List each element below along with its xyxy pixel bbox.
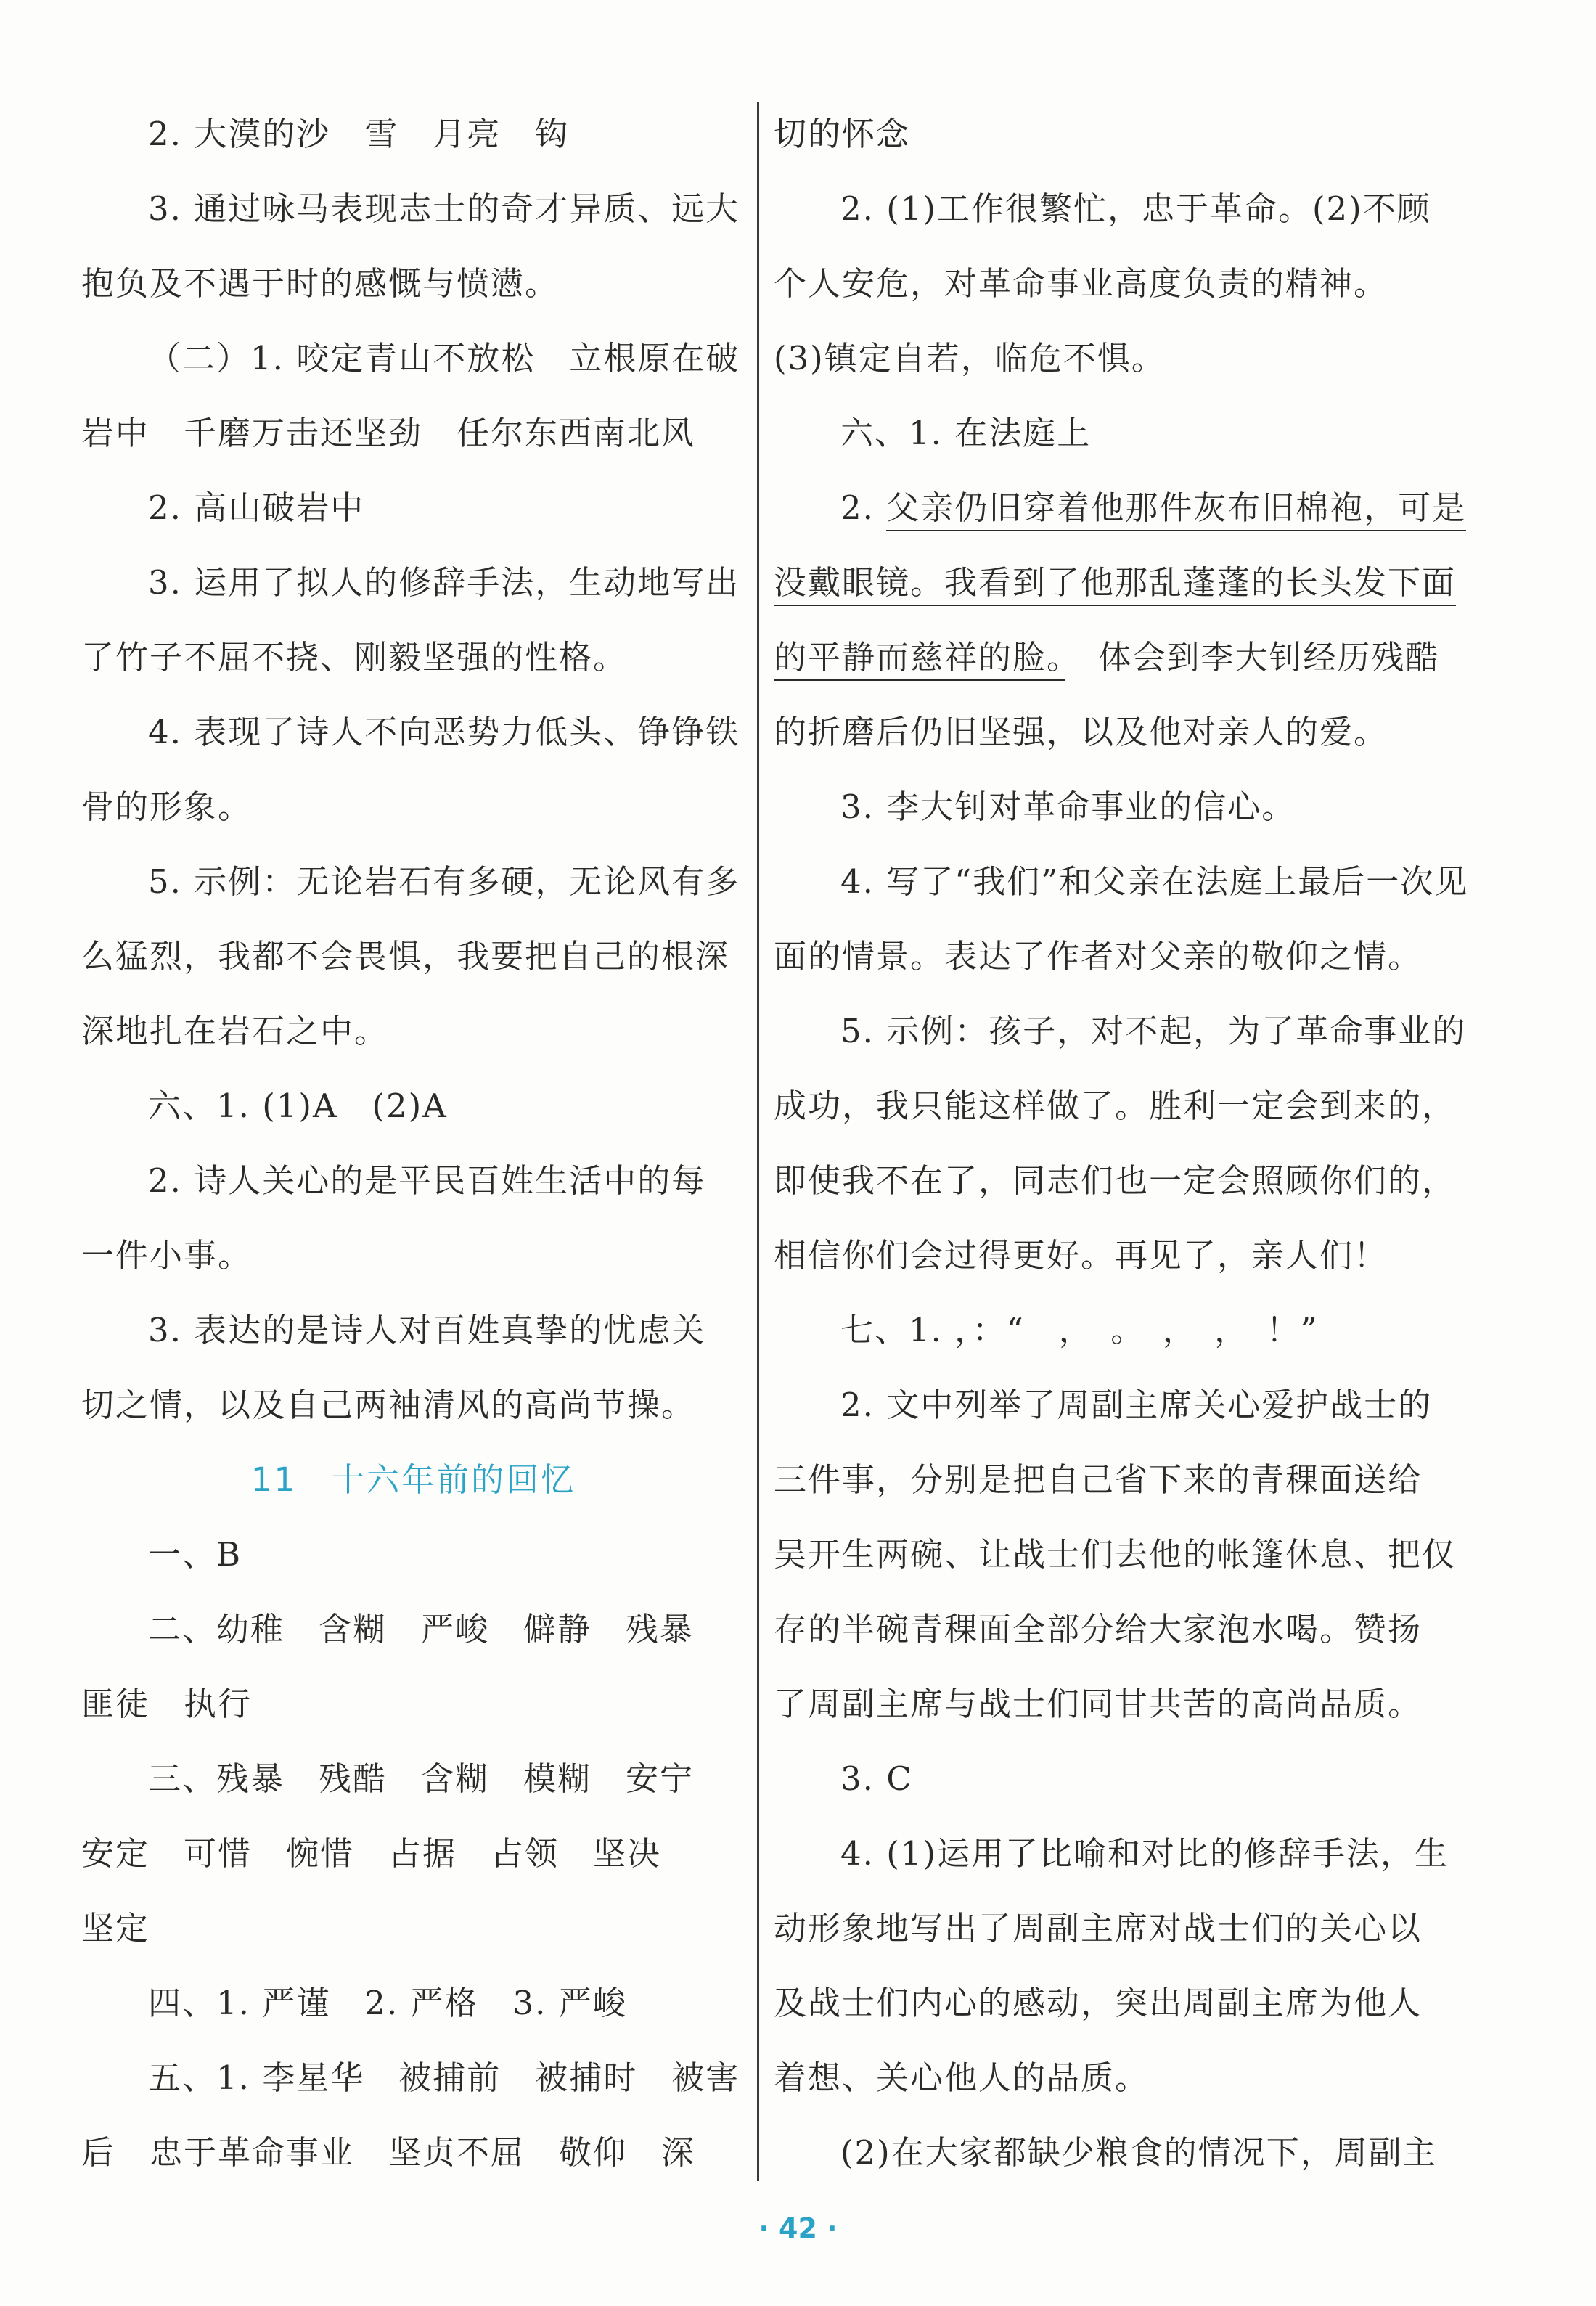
answer-line: 成功，我只能这样做了。胜利一定会到来的，: [774, 1087, 1457, 1125]
answer-line: (3)镇定自若，临危不惧。: [774, 339, 1166, 377]
answer-line: 4. 写了“我们”和父亲在法庭上最后一次见: [840, 862, 1469, 901]
left-column: [81, 109, 745, 2202]
answer-line: 骨的形象。: [81, 788, 253, 826]
answer-line: 3. 李大钊对革命事业的信心。: [840, 788, 1296, 826]
answer-line: 3. C: [840, 1759, 913, 1798]
answer-line: 岩中 千磨万击还坚劲 任尔东西南北风: [81, 414, 696, 452]
answer-line: 一、B: [148, 1535, 242, 1574]
underlined-quote: 父亲仍旧穿着他那件灰布旧棉袍，可是: [886, 488, 1466, 531]
answer-line: [774, 483, 1467, 557]
answer-line: 六、1. (1)A (2)A: [148, 1087, 448, 1125]
answer-line: 3. 表达的是诗人对百姓真挚的忧虑关: [148, 1311, 706, 1349]
answer-text: 体会到李大钊经历残酷: [1064, 638, 1440, 676]
answer-number: 2.: [840, 488, 887, 527]
answer-line: 面的情景。表达了作者对父亲的敬仰之情。: [774, 937, 1423, 976]
answer-line: (2)在大家都缺少粮食的情况下，周副主: [840, 2133, 1437, 2172]
answer-line: 后 忠于革命事业 坚贞不屈 敬仰 深: [81, 2133, 696, 2172]
answer-line: 七、1. ，：“ ， 。 ， ， ！”: [840, 1311, 1319, 1349]
answer-line: 3. 通过咏马表现志士的奇才异质、远大: [148, 189, 740, 228]
answer-line: 的折磨后仍旧坚强，以及他对亲人的爱。: [774, 713, 1388, 751]
answer-line: 动形象地写出了周副主席对战士们的关心以: [774, 1909, 1423, 1947]
answer-line: 5. 示例：孩子，对不起，为了革命事业的: [840, 1012, 1467, 1050]
answer-line: 4. (1)运用了比喻和对比的修辞手法，生: [840, 1834, 1449, 1873]
answer-line: 了竹子不屈不挠、刚毅坚强的性格。: [81, 638, 628, 676]
answer-line: 相信你们会过得更好。再见了，亲人们！: [774, 1236, 1388, 1275]
answer-line: [774, 632, 1441, 707]
underlined-quote: 没戴眼镜。我看到了他那乱蓬蓬的长头发下面: [774, 563, 1456, 606]
answer-line: 切之情，以及自己两袖清风的高尚节操。: [81, 1386, 696, 1424]
right-column: [774, 109, 1469, 2202]
answer-line: 六、1. 在法庭上: [840, 414, 1092, 452]
answer-line: 及战士们内心的感动，突出周副主席为他人: [774, 1984, 1423, 2022]
answer-line: 2. 大漠的沙 雪 月亮 钩: [148, 115, 570, 153]
answer-line: 即使我不在了，同志们也一定会照顾你们的，: [774, 1161, 1457, 1200]
answer-line: 着想、关心他人的品质。: [774, 2058, 1150, 2097]
answer-line: 匪徒 执行: [81, 1685, 253, 1723]
answer-line: 4. 表现了诗人不向恶势力低头、铮铮铁: [148, 713, 740, 751]
answer-line: 么猛烈，我都不会畏惧，我要把自己的根深: [81, 937, 730, 976]
answer-line: 五、1. 李星华 被捕前 被捕时 被害: [148, 2058, 740, 2097]
page-number: · 42 ·: [758, 2212, 838, 2244]
answer-line: 存的半碗青稞面全部分给大家泡水喝。赞扬: [774, 1610, 1423, 1648]
answer-line: （二）1. 咬定青山不放松 立根原在破: [148, 339, 740, 377]
answer-line: 坚定: [81, 1909, 150, 1947]
answer-line: 个人安危，对革命事业高度负责的精神。: [774, 264, 1388, 303]
column-divider: [757, 102, 759, 2181]
lesson-title: 11 十六年前的回忆: [250, 1460, 576, 1499]
underlined-quote: 的平静而慈祥的脸。: [774, 638, 1065, 681]
answer-line: 深地扎在岩石之中。: [81, 1012, 389, 1050]
answer-line: 一件小事。: [81, 1236, 253, 1275]
answer-line: 切的怀念: [774, 115, 911, 153]
answer-line: 了周副主席与战士们同甘共苦的高尚品质。: [774, 1685, 1423, 1723]
answer-line: 3. 运用了拟人的修辞手法，生动地写出: [148, 563, 740, 602]
answer-line: [774, 557, 1457, 632]
answer-line: 抱负及不遇于时的感慨与愤懑。: [81, 264, 560, 303]
answer-line: 四、1. 严谨 2. 严格 3. 严峻: [148, 1984, 627, 2022]
answer-line: 2. 文中列举了周副主席关心爱护战士的: [840, 1386, 1433, 1424]
answer-line: 安定 可惜 惋惜 占据 占领 坚决: [81, 1834, 662, 1873]
answer-line: 2. 高山破岩中: [148, 488, 365, 527]
answer-line: 2. (1)工作很繁忙，忠于革命。(2)不顾: [840, 189, 1431, 228]
answer-line: 2. 诗人关心的是平民百姓生活中的每: [148, 1161, 706, 1200]
answer-line: 三件事，分别是把自己省下来的青稞面送给: [774, 1460, 1423, 1499]
answer-line: 吴开生两碗、让战士们去他的帐篷休息、把仅: [774, 1535, 1457, 1574]
answer-line: 5. 示例：无论岩石有多硬，无论风有多: [148, 862, 740, 901]
answer-line: 三、残暴 残酷 含糊 模糊 安宁: [148, 1759, 695, 1798]
answer-line: 二、幼稚 含糊 严峻 僻静 残暴: [148, 1610, 695, 1648]
